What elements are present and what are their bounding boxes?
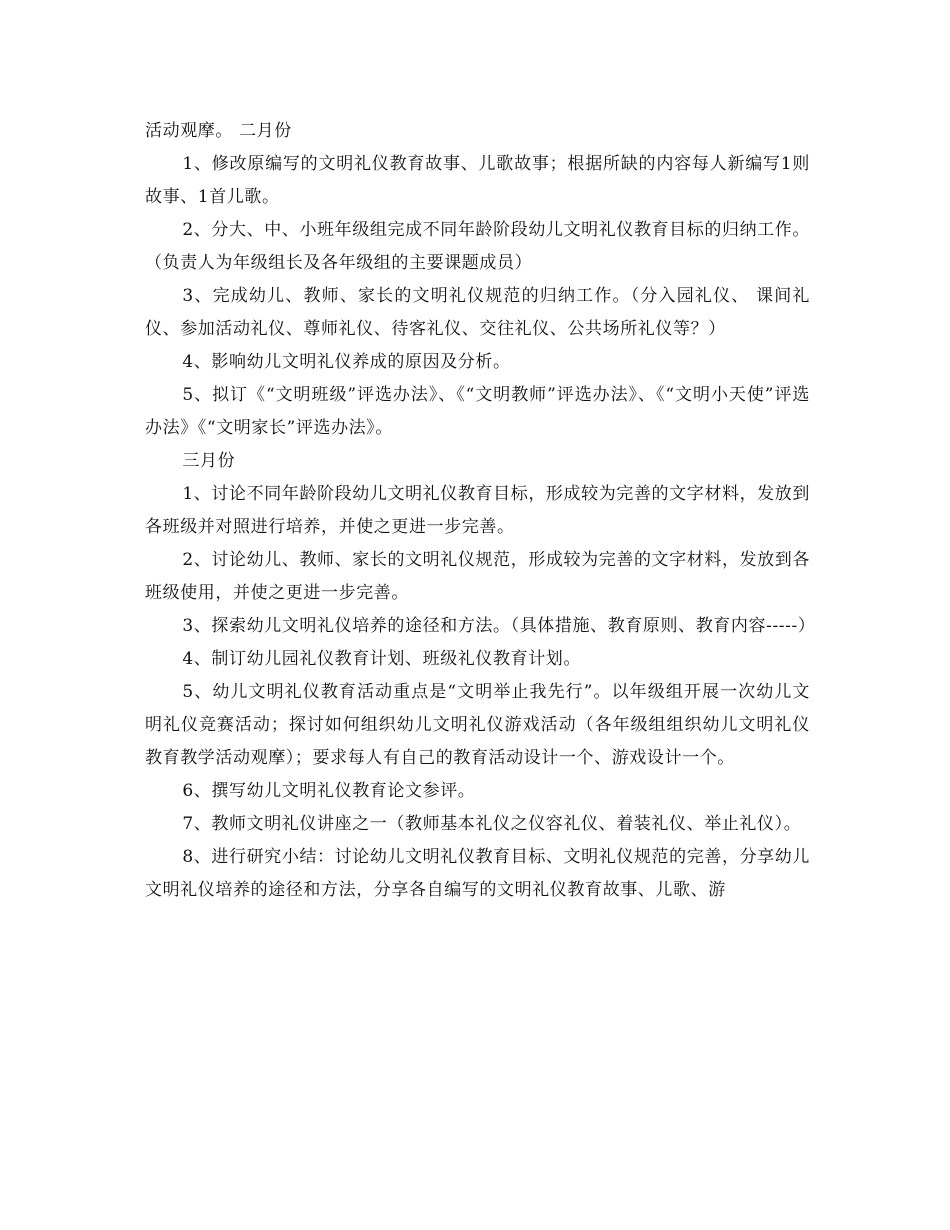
paragraph-feb-item-1: 1、修改原编写的文明礼仪教育故事、儿歌故事；根据所缺的内容每人新编写1则故事、1首儿歌。 xyxy=(145,154,810,207)
document-body xyxy=(145,115,816,907)
paragraph-feb-item-3: 3、完成幼儿、教师、家长的文明礼仪规范的归纳工作。（分入园礼仪、 课间礼仪、参加活动礼仪、尊师礼仪、待客礼仪、交往礼仪、公共场所礼仪等？） xyxy=(145,286,810,339)
paragraph-mar-item-3: 3、探索幼儿文明礼仪培养的途径和方法。（具体措施、教育原则、教育内容-----） xyxy=(182,616,816,636)
section-heading-march: 三月份 xyxy=(182,451,236,471)
paragraph-mar-item-5: 5、幼儿文明礼仪教育活动重点是“文明举止我先行”。以年级组开展一次幼儿文明礼仪竞赛活动；探讨如何组织幼儿文明礼仪游戏活动（各年级组组织幼儿文明礼仪教育教学活动观摩）；要求每人有自己的教育活动设计一个、游戏设计一个。 xyxy=(145,682,810,768)
paragraph-mar-item-2: 2、讨论幼儿、教师、家长的文明礼仪规范，形成较为完善的文字材料，发放到各班级使用，并使之更进一步完善。 xyxy=(145,550,810,603)
paragraph-mar-item-4: 4、制订幼儿园礼仪教育计划、班级礼仪教育计划。 xyxy=(182,649,582,669)
paragraph-mar-item-1: 1、讨论不同年龄阶段幼儿文明礼仪教育目标，形成较为完善的文字材料，发放到各班级并对照进行培养，并使之更进一步完善。 xyxy=(145,484,810,537)
paragraph-feb-item-4: 4、影响幼儿文明礼仪养成的原因及分析。 xyxy=(182,352,511,372)
paragraph-feb-item-5: 5、拟订《“文明班级”评选办法》、《“文明教师”评选办法》、《“文明小天使”评选办法》《“文明家长”评选办法》。 xyxy=(145,385,810,438)
paragraph-mar-item-8: 8、进行研究小结：讨论幼儿文明礼仪教育目标、文明礼仪规范的完善，分享幼儿文明礼仪培养的途径和方法，分享各自编写的文明礼仪教育故事、儿歌、游 xyxy=(145,847,810,900)
paragraph-feb-item-2: 2、分大、中、小班年级组完成不同年龄阶段幼儿文明礼仪教育目标的归纳工作。（负责人为年级组长及各年级组的主要课题成员） xyxy=(145,220,810,273)
paragraph-mar-item-7: 7、教师文明礼仪讲座之一（教师基本礼仪之仪容礼仪、着装礼仪、举止礼仪）。 xyxy=(182,814,802,834)
paragraph-continuation: 活动观摩。 二月份 xyxy=(145,121,292,141)
paragraph-mar-item-6: 6、撰写幼儿文明礼仪教育论文参评。 xyxy=(182,781,476,801)
